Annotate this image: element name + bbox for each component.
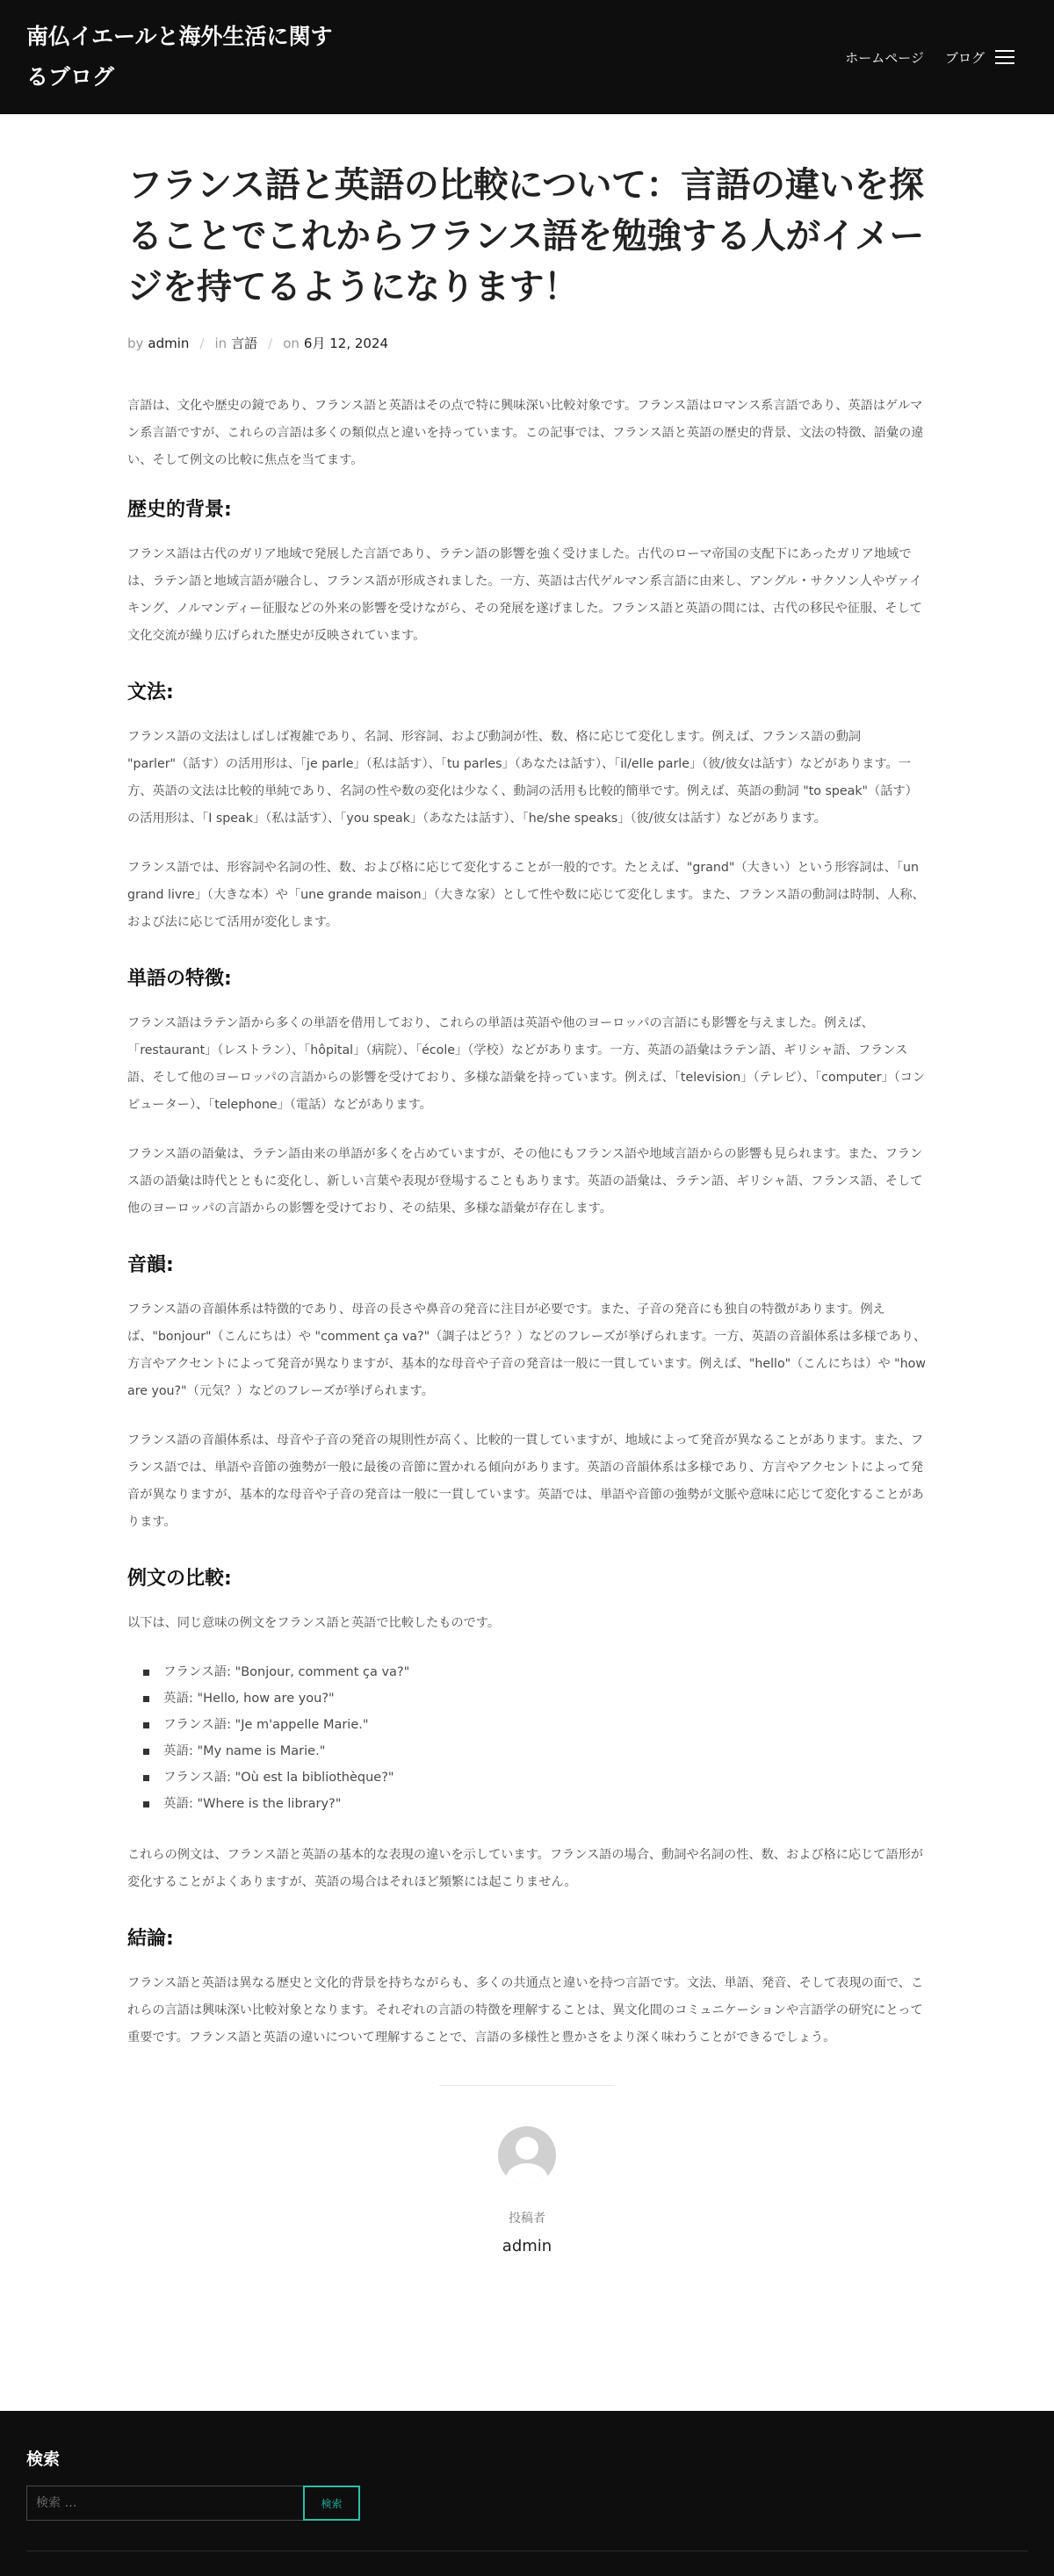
search-widget-title: 検索 [26,2450,61,2469]
phonology-paragraph-2: フランス語の音韻体系は、母音や子音の発音の規則性が高く、比較的一貫していますが、地域によって発音が異なることがあります。また、フランス語では、単語や音節の強勢が一般に最後の音節に置かれる傾向があります。英語の音韻体系は多様であり、方言やアクセントによって発音が異なりますが、基本的な母音や子音の発音は一般に一貫しています。英語では、単語や音節の強勢が文脈や意味に応じて変化することがあります。 [127,1433,924,1529]
list-item: フランス語: "Bonjour, comment ça va?" [143,1659,927,1685]
section-heading-history: 歴史的背景: [127,499,232,521]
section-heading-grammar: 文法: [127,682,174,704]
site-header [0,0,1054,114]
examples-list [143,1659,927,1817]
section-heading-phonology: 音韻: [127,1254,174,1276]
site-footer [0,2411,1054,2576]
menu-icon[interactable] [995,50,1014,64]
search-button[interactable]: 検索 [303,2486,360,2521]
vocabulary-paragraph-1: フランス語はラテン語から多くの単語を借用しており、これらの単語は英語や他のヨーロッパの言語にも影響を与えました。例えば、「restaurant」（レストラン）、「hôpital」（病院）、「école」（学校）などがあります。一方、英語の語彙はラテン語、ギリシャ語、フランス語、そして他のヨーロッパの言語からの影響を受けており、多様な語彙を持っています。例えば、「television」（テレビ）、「computer」（コンピューター）、「telephone」（電話）などがあります。 [127,1016,926,1112]
history-paragraph: フランス語は古代のガリア地域で発展した言語であり、ラテン語の影響を強く受けました。古代のローマ帝国の支配下にあったガリア地域では、ラテン語と地域言語が融合し、フランス語が形成されました。一方、英語は古代ゲルマン系言語に由来し、アングル・サクソン人やヴァイキング、ノルマンディー征服などの外来の影響を受けながら、その発展を遂げました。フランス語と英語の間には、古代の移民や征服、そして文化交流が繰り広げられた歴史が反映されています。 [127,547,922,643]
author-name[interactable]: admin [502,2237,552,2255]
article-meta [127,334,927,352]
meta-separator: / [268,335,273,351]
meta-by-label: by [127,335,144,351]
meta-in-label: in [214,335,227,351]
meta-on-label: on [283,335,300,351]
phonology-paragraph-1: フランス語の音韻体系は特徴的であり、母音の長さや鼻音の発音に注目が必要です。また、子音の発音にも独自の特徴があります。例えば、"bonjour"（こんにちは）や "comment ça va?"（調子はどう？）などのフレーズが挙げられます。一方、英語の音韻体系は多様であり、方言やアクセントによって発音が異なりますが、基本的な母音や子音の発音は一般に一貫しています。例えば、"hello"（こんにちは）や "how are you?"（元気？）などのフレーズが挙げられます。 [127,1302,927,1398]
list-item: 英語: "My name is Marie." [143,1738,927,1764]
site-title[interactable]: 南仏イエールと海外生活に関するブログ [26,24,333,90]
search-input[interactable] [26,2486,303,2521]
conclusion-paragraph: フランス語と英語は異なる歴史と文化的背景を持ちながらも、多くの共通点と違いを持つ言語です。文法、単語、発音、そして表現の面で、これらの言語は興味深い比較対象となります。それぞれの言語の特徴を理解することは、異文化間のコミュニケーションや言語学の研究にとって重要です。フランス語と英語の違いについて理解することで、言語の多様性と豊かさをより深く味わうことができるでしょう。 [127,1976,924,2045]
grammar-paragraph-1: フランス語の文法はしばしば複雑であり、名詞、形容詞、および動詞が性、数、格に応じて変化します。例えば、フランス語の動詞 "parler"（話す）の活用形は、「je parle」（私は話す）、「tu parles」（あなたは話す）、「il/elle parle」（彼/彼女は話す）などがあります。一方、英語の文法は比較的単純であり、名詞の性や数の変化は少なく、動詞の活用も比較的簡単です。例えば、英語の動詞 "to speak"（話す）の活用形は、「I speak」（私は話す）、「you speak」（あなたは話す）、「he/she speaks」（彼/彼女は話す）などがあります。 [127,730,918,826]
author-label: 投稿者 [509,2212,545,2226]
examples-intro: 以下は、同じ意味の例文をフランス語と英語で比較したものです。 [127,1616,501,1630]
meta-category-link[interactable]: 言語 [231,336,258,351]
section-heading-examples: 例文の比較: [127,1568,232,1590]
grammar-paragraph-2: フランス語では、形容詞や名詞の性、数、および格に応じて変化することが一般的です。たとえば、"grand"（大きい）という形容詞は、「un grand livre」（大きな本）や「une grande maison」（大きな家）として性や数に応じて変化します。また、フランス語の動詞は時制、人称、および法に応じて活用が変化します。 [127,861,925,929]
intro-paragraph: 言語は、文化や歴史の鏡であり、フランス語と英語はその点で特に興味深い比較対象です。フランス語はロマンス系言語であり、英語はゲルマン系言語ですが、これらの言語は多くの類似点と違いを持っています。この記事では、フランス語と英語の歴史的背景、文法の特徴、語彙の違い、そして例文の比較に焦点を当てます。 [127,399,924,467]
article-title: フランス語と英語の比較について：言語の違いを探ることでこれからフランス語を勉強する人がイメージを持てるようになります！ [127,165,924,307]
meta-separator: / [199,335,205,351]
section-heading-conclusion: 結論: [127,1928,174,1950]
author-box [0,2086,1054,2329]
search-form [26,2486,1028,2521]
list-item: 英語: "Hello, how are you?" [143,1685,927,1712]
nav-home[interactable]: ホームページ [845,49,924,66]
examples-summary: これらの例文は、フランス語と英語の基本的な表現の違いを示しています。フランス語の場合、動詞や名詞の性、数、および格に応じて語形が変化することがよくありますが、英語の場合はそれほど頻繁には起こりません。 [127,1848,924,1889]
header-nav [845,48,1028,67]
nav-blog[interactable]: ブログ [944,49,985,66]
section-heading-vocabulary: 単語の特徴: [127,968,232,990]
article [127,114,927,2052]
list-item: フランス語: "Où est la bibliothèque?" [143,1764,927,1791]
list-item: 英語: "Where is the library?" [143,1791,927,1817]
article-content [127,393,927,2052]
vocabulary-paragraph-2: フランス語の語彙は、ラテン語由来の単語が多くを占めていますが、その他にもフランス語や地域言語からの影響も見られます。また、フランス語の語彙は時代とともに変化し、新しい言葉や表現が登場することもあります。英語の語彙は、ラテン語、ギリシャ語、フランス語、そして他のヨーロッパの言語からの影響を受けており、その結果、多様な語彙が存在します。 [127,1147,923,1216]
avatar-icon [498,2126,556,2184]
meta-date-link[interactable]: 6月 12, 2024 [303,336,389,351]
meta-author-link[interactable]: admin [148,335,190,351]
list-item: フランス語: "Je m'appelle Marie." [143,1712,927,1738]
